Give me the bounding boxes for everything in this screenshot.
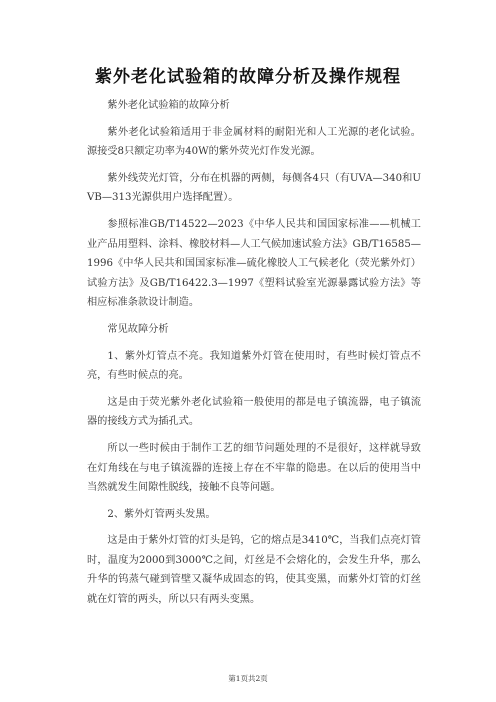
document-title: 紫外老化试验箱的故障分析及操作规程 <box>95 67 401 87</box>
paragraph-common-faults-heading: 常见故障分析 <box>107 323 169 335</box>
paragraph-fault-2: 2、紫外灯管两头发黑。 <box>107 508 216 520</box>
paragraph-section-heading-fault-analysis: 紫外老化试验箱的故障分析 <box>107 100 230 111</box>
paragraph-lamps: 紫外线荧光灯管，分布在机器的两侧，每侧各4只（有UVA—340和UVB—313光源供用户选择配置）。 <box>87 172 421 204</box>
paragraph-intro: 紫外老化试验箱适用于非金属材料的耐阳光和人工光源的老化试验。源接受8只额定功率为40W的紫外荧光灯作发光源。 <box>87 126 421 158</box>
paragraph-fault-1-cause: 这是由于荧光紫外老化试验箱一般使用的都是电子镇流器，电子镇流器的接线方式为插孔式。 <box>87 396 421 428</box>
paragraph-fault-2-cause: 这是由于紫外灯管的灯头是钨，它的熔点是3410℃，当我们点亮灯管时，温度为2000到3000℃之间，灯丝是不会熔化的，会发生升华，那么升华的钨蒸气碰到管壁又凝华成固态的钨，使其变黑，而紫外灯管的灯丝就在灯管的两头，所以只有两头变黑。 <box>87 535 421 606</box>
paragraph-standards: 参照标准GB/T14522—2023《中华人民共和国国家标准——机械工业产品用塑料、涂料、橡胶材料—人工气候加速试验方法》GB/T16585—1996《中华人民共和国国家标准—硫化橡胶人工气候老化（荧光紫外灯）试验方法》及GB/T16422.3—1997《塑料试验室光源暴露试验方法》等相应标准条款设计制造。 <box>87 218 421 309</box>
page-number-footer: 第1页共2页 <box>228 674 268 683</box>
paragraph-fault-1-detail: 所以一些时候由于制作工艺的细节问题处理的不是很好，这样就导致在灯角线在与电子镇流器的连接上存在不牢靠的隐患。在以后的使用当中当然就发生间隙性脱线，接触不良等问题。 <box>87 442 421 494</box>
paragraph-fault-1: 1、紫外灯管点不亮。我知道紫外灯管在使用时，有些时候灯管点不亮，有些时候点的亮。 <box>87 350 421 382</box>
document-body <box>87 96 421 617</box>
